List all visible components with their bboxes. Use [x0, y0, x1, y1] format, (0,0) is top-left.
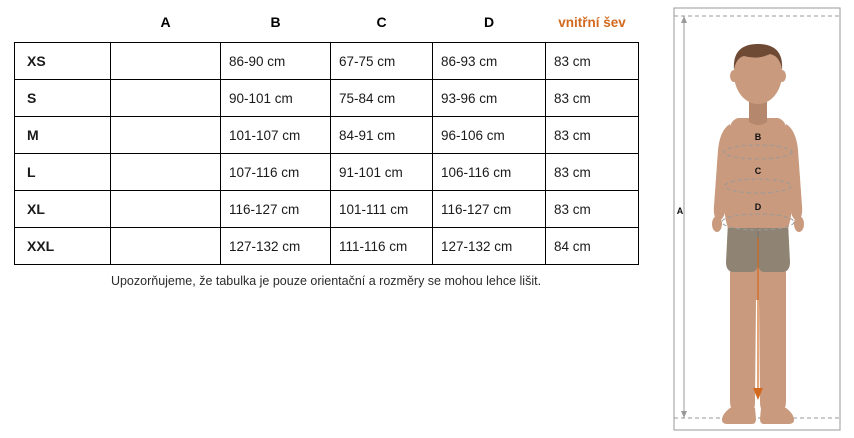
header-inner-seam: vnitřní šev	[558, 14, 626, 30]
table-row	[15, 43, 639, 80]
cell-xl-a	[111, 191, 221, 228]
left-ear	[730, 70, 738, 82]
cell-s-seam: 83 cm	[546, 80, 639, 117]
arrow-head-up	[681, 16, 687, 23]
cell-l-c: 91-101 cm	[331, 154, 433, 191]
table-row	[15, 191, 639, 228]
right-foot	[760, 408, 794, 424]
table-row	[15, 228, 639, 265]
cell-xxl-c: 111-116 cm	[331, 228, 433, 265]
cell-l-b: 107-116 cm	[221, 154, 331, 191]
cell-s-d: 93-96 cm	[433, 80, 546, 117]
left-hand	[712, 216, 722, 232]
cell-xs-a	[111, 43, 221, 80]
row-size-xs: XS	[15, 43, 111, 80]
row-size-xl: XL	[15, 191, 111, 228]
label-d: D	[754, 202, 762, 212]
cell-xs-b: 86-90 cm	[221, 43, 331, 80]
table-row	[15, 154, 639, 191]
table-row	[15, 80, 639, 117]
label-b: B	[754, 132, 762, 142]
cell-xl-d: 116-127 cm	[433, 191, 546, 228]
cell-l-seam: 83 cm	[546, 154, 639, 191]
arrow-head-down	[681, 411, 687, 418]
table-row	[15, 117, 639, 154]
cell-xs-seam: 83 cm	[546, 43, 639, 80]
cell-xs-d: 86-93 cm	[433, 43, 546, 80]
cell-m-c: 84-91 cm	[331, 117, 433, 154]
row-size-xxl: XXL	[15, 228, 111, 265]
cell-m-seam: 83 cm	[546, 117, 639, 154]
cell-s-b: 90-101 cm	[221, 80, 331, 117]
header-blank	[15, 8, 111, 43]
cell-xxl-b: 127-132 cm	[221, 228, 331, 265]
row-size-m: M	[15, 117, 111, 154]
cell-xl-b: 116-127 cm	[221, 191, 331, 228]
header-c: C	[376, 14, 387, 30]
right-hand	[794, 216, 804, 232]
cell-s-c: 75-84 cm	[331, 80, 433, 117]
header-b: B	[270, 14, 281, 30]
cell-xxl-d: 127-132 cm	[433, 228, 546, 265]
right-ear	[778, 70, 786, 82]
cell-m-d: 96-106 cm	[433, 117, 546, 154]
cell-xxl-seam: 84 cm	[546, 228, 639, 265]
cell-l-d: 106-116 cm	[433, 154, 546, 191]
cell-xl-seam: 83 cm	[546, 191, 639, 228]
size-table-head	[15, 8, 639, 43]
label-c: C	[754, 166, 762, 176]
size-table	[14, 8, 639, 265]
header-a: A	[160, 14, 171, 30]
cell-xl-c: 101-111 cm	[331, 191, 433, 228]
cell-xs-c: 67-75 cm	[331, 43, 433, 80]
row-size-l: L	[15, 154, 111, 191]
cell-m-a	[111, 117, 221, 154]
cell-m-b: 101-107 cm	[221, 117, 331, 154]
label-a: A	[676, 206, 684, 216]
header-d: D	[483, 14, 495, 30]
cell-s-a	[111, 80, 221, 117]
disclaimer-note: Upozorňujeme, že tabulka je pouze orientační a rozměry se mohou lehce lišit.	[110, 274, 542, 288]
table-header-row	[15, 8, 639, 43]
size-table-body	[15, 43, 639, 265]
cell-xxl-a	[111, 228, 221, 265]
figure-pane	[660, 0, 854, 438]
cell-l-a	[111, 154, 221, 191]
body-diagram-icon	[660, 0, 854, 438]
measurement-figure	[660, 0, 854, 438]
left-foot	[722, 408, 756, 424]
row-size-s: S	[15, 80, 111, 117]
